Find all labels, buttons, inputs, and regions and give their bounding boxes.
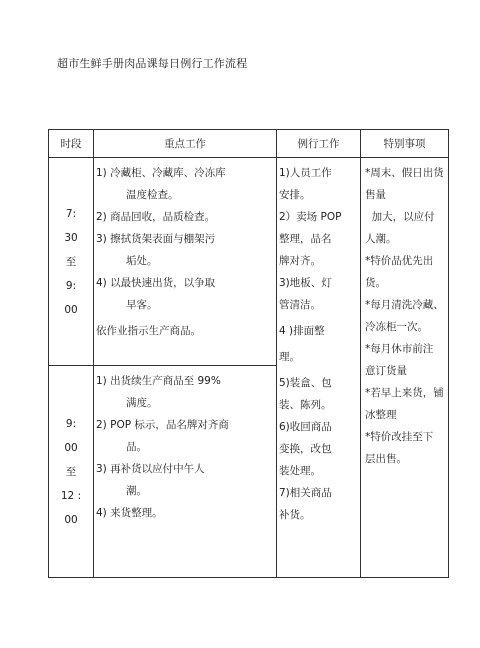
key-work-item: 4) 来货整理。 [96, 507, 163, 519]
routine-line: 5)装盒、包 [279, 377, 332, 389]
workflow-table [48, 129, 449, 578]
time-line: 至 [65, 255, 77, 268]
time-slot-2 [49, 366, 94, 578]
special-line: 售量 [365, 189, 386, 201]
time-line: 00 [64, 513, 78, 526]
routine-line: 整理，品名 [279, 233, 332, 245]
header-time: 时段 [49, 130, 94, 158]
routine-line: 7)相关商品 [279, 487, 332, 499]
special-line: 货。 [365, 277, 386, 289]
workflow-table-container [48, 129, 448, 577]
key-work-item: 1) 冷藏柜、冷藏库、冷冻库 温度检查。 [96, 167, 226, 201]
special-line: *每月休市前注 [365, 343, 434, 355]
time-line: 9: [65, 279, 77, 292]
routine-line: 装处理。 [279, 465, 321, 477]
time-line: 至 [65, 465, 77, 478]
special-line: 意订货量 [365, 365, 407, 377]
key-work-cell-1 [94, 158, 277, 366]
time-line: 00 [64, 303, 78, 316]
special-line: *每月清洗冷藏、 [365, 299, 444, 311]
header-key-work: 重点工作 [94, 130, 277, 158]
special-line: *若早上来货，铺 [365, 387, 444, 399]
routine-line: 4 )排面整 [279, 325, 325, 337]
key-work-cell-2 [94, 366, 277, 578]
key-work-item: 1) 出货续生产商品至 99% 满度。 [96, 375, 221, 409]
routine-line: 管清洁。 [279, 299, 321, 311]
routine-line: 安排。 [279, 189, 311, 201]
header-routine: 例行工作 [277, 130, 361, 158]
special-line: *特价改挂至下 [365, 431, 434, 443]
key-work-item: 2) POP 标示，品名牌对齐商 品。 [96, 419, 229, 453]
key-work-item: 依作业指示生产商品。 [96, 325, 201, 337]
time-line: 12 : [60, 489, 82, 502]
routine-line: 补货。 [279, 509, 311, 521]
key-work-item: 2) 商品回收，品质检查。 [96, 211, 216, 223]
time-line: 00 [64, 441, 78, 454]
header-row [49, 130, 449, 158]
special-line: 冰整理 [365, 409, 397, 421]
period-row-1 [49, 158, 449, 366]
time-slot-1 [49, 158, 94, 366]
key-work-item: 3) 再补货以应付中午人 潮。 [96, 463, 205, 497]
time-line: 9: [65, 417, 77, 430]
header-special: 特别事项 [361, 130, 449, 158]
special-line: 人潮。 [365, 233, 397, 245]
routine-line: 牌对齐。 [279, 255, 321, 267]
routine-line: 2）卖场 POP [279, 211, 342, 223]
special-line: *特价品优先出 [365, 255, 434, 267]
time-line: 30 [64, 231, 78, 244]
routine-line: 3)地板、灯 [279, 277, 332, 289]
special-line: 层出售。 [365, 453, 407, 465]
document-title: 超市生鲜手册肉品课每日例行工作流程 [57, 57, 248, 70]
special-line: 加大，以应付 [365, 211, 435, 223]
special-line: *周末、假日出货 [365, 167, 444, 179]
routine-line: 装、陈列。 [279, 399, 332, 411]
routine-line: 理。 [279, 351, 300, 363]
routine-line: 6)收回商品 [279, 421, 332, 433]
time-line: 7: [65, 207, 77, 220]
key-work-item: 4) 以最快速出货，以争取 早客。 [96, 277, 216, 311]
routine-line: 1)人员工作 [279, 167, 332, 179]
special-notes-cell [361, 158, 449, 578]
special-line: 冷冻柜一次。 [365, 321, 428, 333]
key-work-item: 3) 擦拭货架表面与棚架污 垢处。 [96, 233, 216, 267]
routine-cell [277, 158, 361, 578]
routine-line: 变换，改包 [279, 443, 332, 455]
